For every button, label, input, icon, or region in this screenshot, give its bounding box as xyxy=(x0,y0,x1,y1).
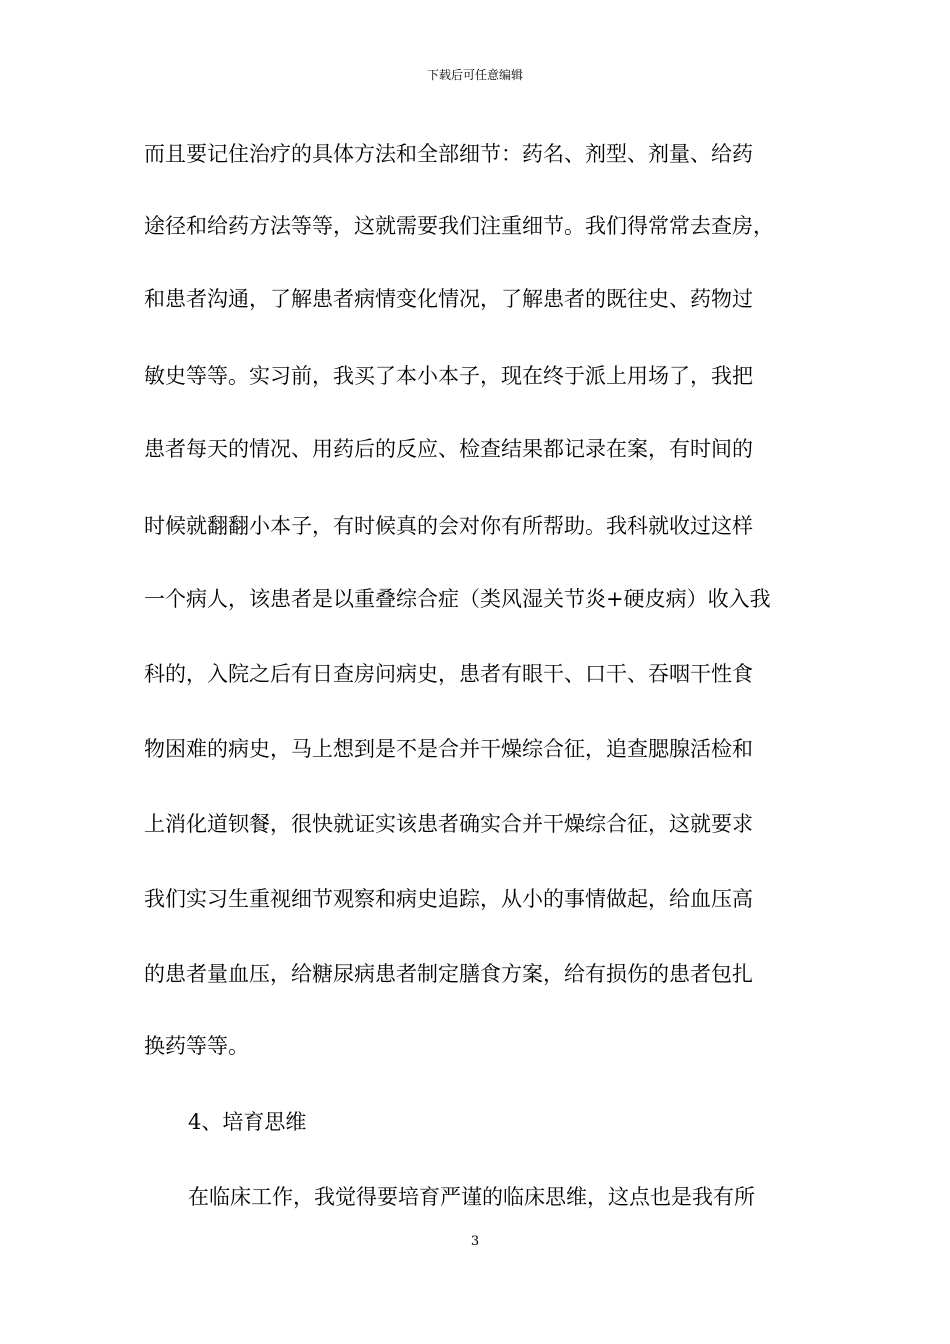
body-line: 物困难的病史，马上想到是不是合并干燥综合征，追查腮腺活检和 xyxy=(144,737,753,761)
body-line: 我们实习生重视细节观察和病史追踪，从小的事情做起，给血压高 xyxy=(144,887,753,911)
page-number: 3 xyxy=(470,1234,480,1249)
body-line: 敏史等等。实习前，我买了本小本子，现在终于派上用场了，我把 xyxy=(144,364,753,388)
body-line: 上消化道钡餐，很快就证实该患者确实合并干燥综合征，这就要求 xyxy=(144,812,753,836)
body-line: 在临床工作，我觉得要培育严谨的临床思维，这点也是我有所 xyxy=(188,1185,755,1209)
body-line: 而且要记住治疗的具体方法和全部细节：药名、剂型、剂量、给药 xyxy=(144,142,753,166)
body-line: 科的，入院之后有日查房问病史，患者有眼干、口干、吞咽干性食 xyxy=(144,662,753,686)
body-line: 的患者量血压，给糖尿病患者制定膳食方案，给有损伤的患者包扎 xyxy=(144,962,753,986)
body-line: 一个病人，该患者是以重叠综合症（类风湿关节炎+硬皮病）收入我 xyxy=(144,587,771,611)
body-line: 患者每天的情况、用药后的反应、检查结果都记录在案，有时间的 xyxy=(144,437,753,461)
body-line: 途径和给药方法等等，这就需要我们注重细节。我们得常常去查房， xyxy=(144,214,774,238)
body-line: 和患者沟通，了解患者病情变化情况，了解患者的既往史、药物过 xyxy=(144,287,753,311)
body-line: 换药等等。 xyxy=(144,1034,249,1058)
page-header: 下载后可任意编辑 xyxy=(426,68,523,82)
section-heading: 4、培育思维 xyxy=(188,1110,307,1134)
body-line: 时候就翻翻小本子，有时候真的会对你有所帮助。我科就收过这样 xyxy=(144,514,753,538)
